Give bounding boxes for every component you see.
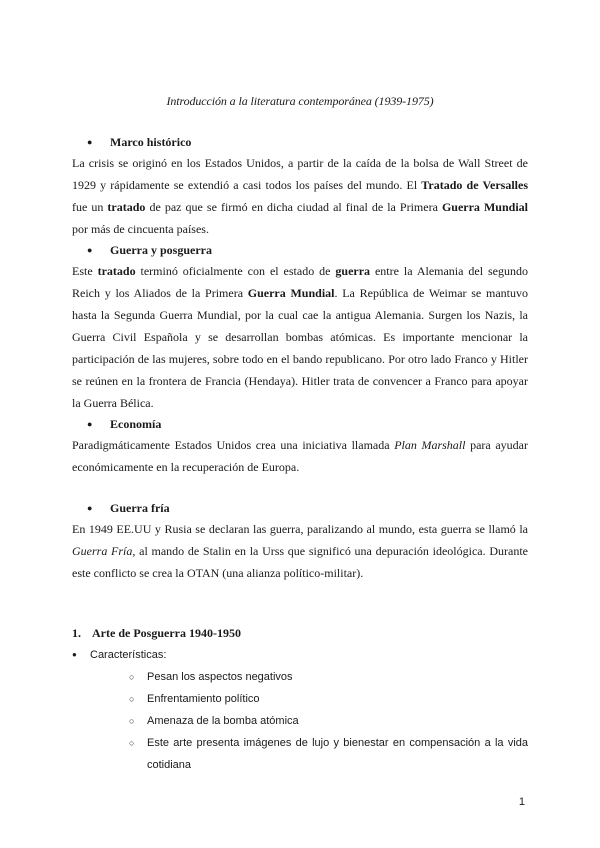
bullet-icon: ● bbox=[87, 503, 93, 513]
page-number: 1 bbox=[518, 796, 525, 808]
paragraph-marco: La crisis se originó en los Estados Unidos, a partir de la caída de la bolsa de Wall Street de 1929 y rápidamente se extendió a casi todos los países del mundo. El Tratado de Versalles fue un tratado de paz que se firmó en dicha ciudad al final de la Primera Guerra Mundial por más de cincuenta países. bbox=[72, 156, 529, 236]
bullet-icon: ● bbox=[87, 245, 93, 255]
heading-arte-posguerra bbox=[72, 622, 528, 644]
spacer bbox=[72, 478, 528, 498]
heading-text: Guerra y posguerra bbox=[110, 243, 212, 257]
heading-text: Marco histórico bbox=[110, 135, 192, 149]
circle-bullet-icon: ○ bbox=[129, 672, 135, 682]
heading-guerra-fria bbox=[72, 498, 528, 518]
list-item: ○ Enfrentamiento político bbox=[72, 688, 528, 710]
heading-economia bbox=[72, 414, 528, 434]
bullet-icon: ● bbox=[87, 137, 93, 147]
paragraph-guerra: Este tratado terminó oficialmente con el estado de guerra entre la Alemania del segundo Reich y los Aliados de la Primera Guerra Mundial. La República de Weimar se mantuvo hasta la Segunda Guerra Mundial, por la cual cae la antigua Alemania. Surgen los Nazis, la Guerra Civil Española y se desarrollan bombas atómicas. Es importante mencionar la participación de las mujeres, sobre todo en el bando republicano. Por otro lado Franco y Hitler se reúnen en la frontera de Francia (Hendaya). Hitler trata de convencer a Franco para apoyar la Guerra Bélica. bbox=[72, 264, 528, 410]
paragraph-economia: Paradigmáticamente Estados Unidos crea una iniciativa llamada Plan Marshall para ayudar económicamente en la recuperación de Europa. bbox=[72, 438, 529, 474]
heading-number: 1. bbox=[72, 626, 81, 640]
bullet-icon: ● bbox=[72, 650, 77, 659]
paragraph-guerra-fria: En 1949 EE.UU y Rusia se declaran las guerra, paralizando al mundo, esta guerra se llamó la Guerra Fría, al mando de Stalin en la Urss que significó una depuración ideológica. Durante este conflicto se crea la OTAN (una alianza político-militar). bbox=[72, 522, 528, 580]
list-item: ○ Pesan los aspectos negativos bbox=[72, 666, 528, 688]
list-item-caracteristicas: ● Características: bbox=[72, 644, 528, 666]
spacer bbox=[72, 584, 528, 622]
circle-bullet-icon: ○ bbox=[129, 694, 135, 704]
list-item: ○ Amenaza de la bomba atómica bbox=[72, 710, 528, 732]
circle-bullet-icon: ○ bbox=[129, 716, 135, 726]
heading-text: Guerra fría bbox=[110, 501, 170, 515]
bullet-icon: ● bbox=[87, 419, 93, 429]
list-item: ○ Este arte presenta imágenes de lujo y bienestar en compensación a la vida cotidiana bbox=[72, 732, 528, 776]
heading-marco-historico bbox=[72, 132, 528, 152]
circle-bullet-icon: ○ bbox=[129, 738, 135, 748]
heading-text: Arte de Posguerra 1940-1950 bbox=[92, 626, 241, 640]
heading-guerra-posguerra bbox=[72, 240, 528, 260]
heading-text: Economía bbox=[110, 417, 162, 431]
document-body bbox=[72, 132, 528, 776]
page-title: Introducción a la literatura contemporánea (1939-1975) bbox=[166, 94, 434, 108]
